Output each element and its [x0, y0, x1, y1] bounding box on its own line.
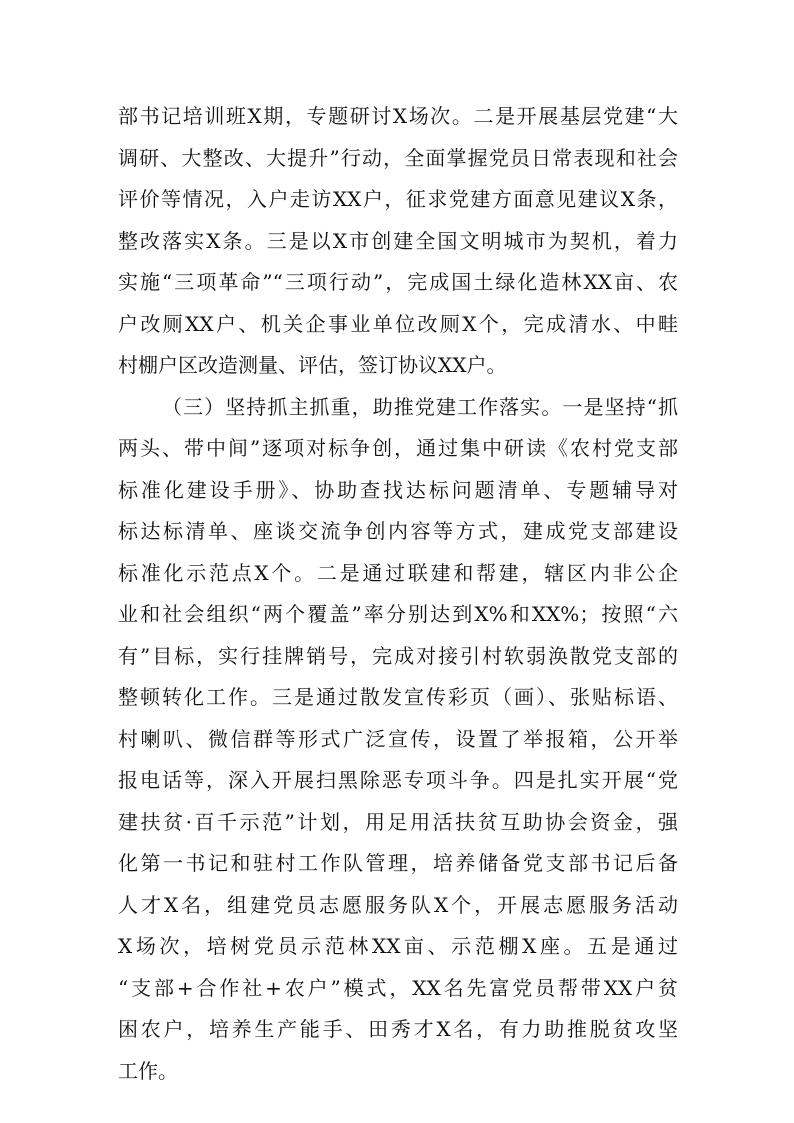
text-line: 工作。: [118, 1058, 178, 1083]
text-line: 化第一书记和驻村工作队管理，培养储备党支部书记后备: [118, 851, 678, 875]
section-heading-line: （三）坚持抓主抓重，助推党建工作落实。一是坚持“抓: [162, 394, 678, 419]
text-line: 报电话等，深入开展扫黑除恶专项斗争。四是扎实开展“党: [118, 768, 678, 792]
text-line: 有”目标，实行挂牌销号，完成对接引村软弱涣散党支部的: [118, 643, 678, 668]
text-line: 村喇叭、微信群等形式广泛宣传，设置了举报箱，公开举: [118, 726, 678, 751]
text-line: 评价等情况，入户走访XX户，征求党建方面意见建议X条，: [118, 187, 678, 211]
text-line: X场次，培树党员示范林XX亩、示范棚X座。五是通过: [118, 934, 678, 958]
text-line: 建扶贫·百千示范”计划，用足用活扶贫互助协会资金，强: [118, 809, 678, 834]
text-line: 标准化示范点X个。二是通过联建和帮建，辖区内非公企: [118, 560, 678, 585]
text-line: 村棚户区改造测量、评估，签订协议XX户。: [118, 353, 507, 377]
text-line: 户改厕XX户、机关企事业单位改厕X个，完成清水、中畦: [118, 311, 678, 336]
text-line: 实施“三项革命”“三项行动”，完成国土绿化造林XX亩、农: [118, 270, 678, 294]
body-text: [118, 96, 678, 1092]
text-line: 整改落实X条。三是以X市创建全国文明城市为契机，着力: [118, 228, 678, 253]
text-line: 调研、大整改、大提升”行动，全面掌握党员日常表现和社会: [118, 145, 678, 170]
text-line: 人才X名，组建党员志愿服务队X个，开展志愿服务活动: [118, 892, 678, 917]
text-line: “支部+合作社+农户”模式，XX名先富党员帮带XX户贫: [118, 975, 678, 1000]
text-line: 标达标清单、座谈交流争创内容等方式，建成党支部建设: [118, 519, 678, 543]
text-line: 部书记培训班X期，专题研讨X场次。二是开展基层党建“大: [118, 104, 678, 128]
text-line: 困农户，培养生产能手、田秀才X名，有力助推脱贫攻坚: [118, 1017, 678, 1041]
text-line: 两头、带中间”逐项对标争创，通过集中研读《农村党支部: [118, 436, 678, 460]
text-line: 整顿转化工作。三是通过散发宣传彩页（画）、张贴标语、: [118, 685, 678, 709]
text-line: 标准化建设手册》、协助查找达标问题清单、专题辅导对: [118, 477, 678, 502]
text-line: 业和社会组织“两个覆盖”率分别达到X%和XX%；按照“六: [118, 602, 678, 626]
